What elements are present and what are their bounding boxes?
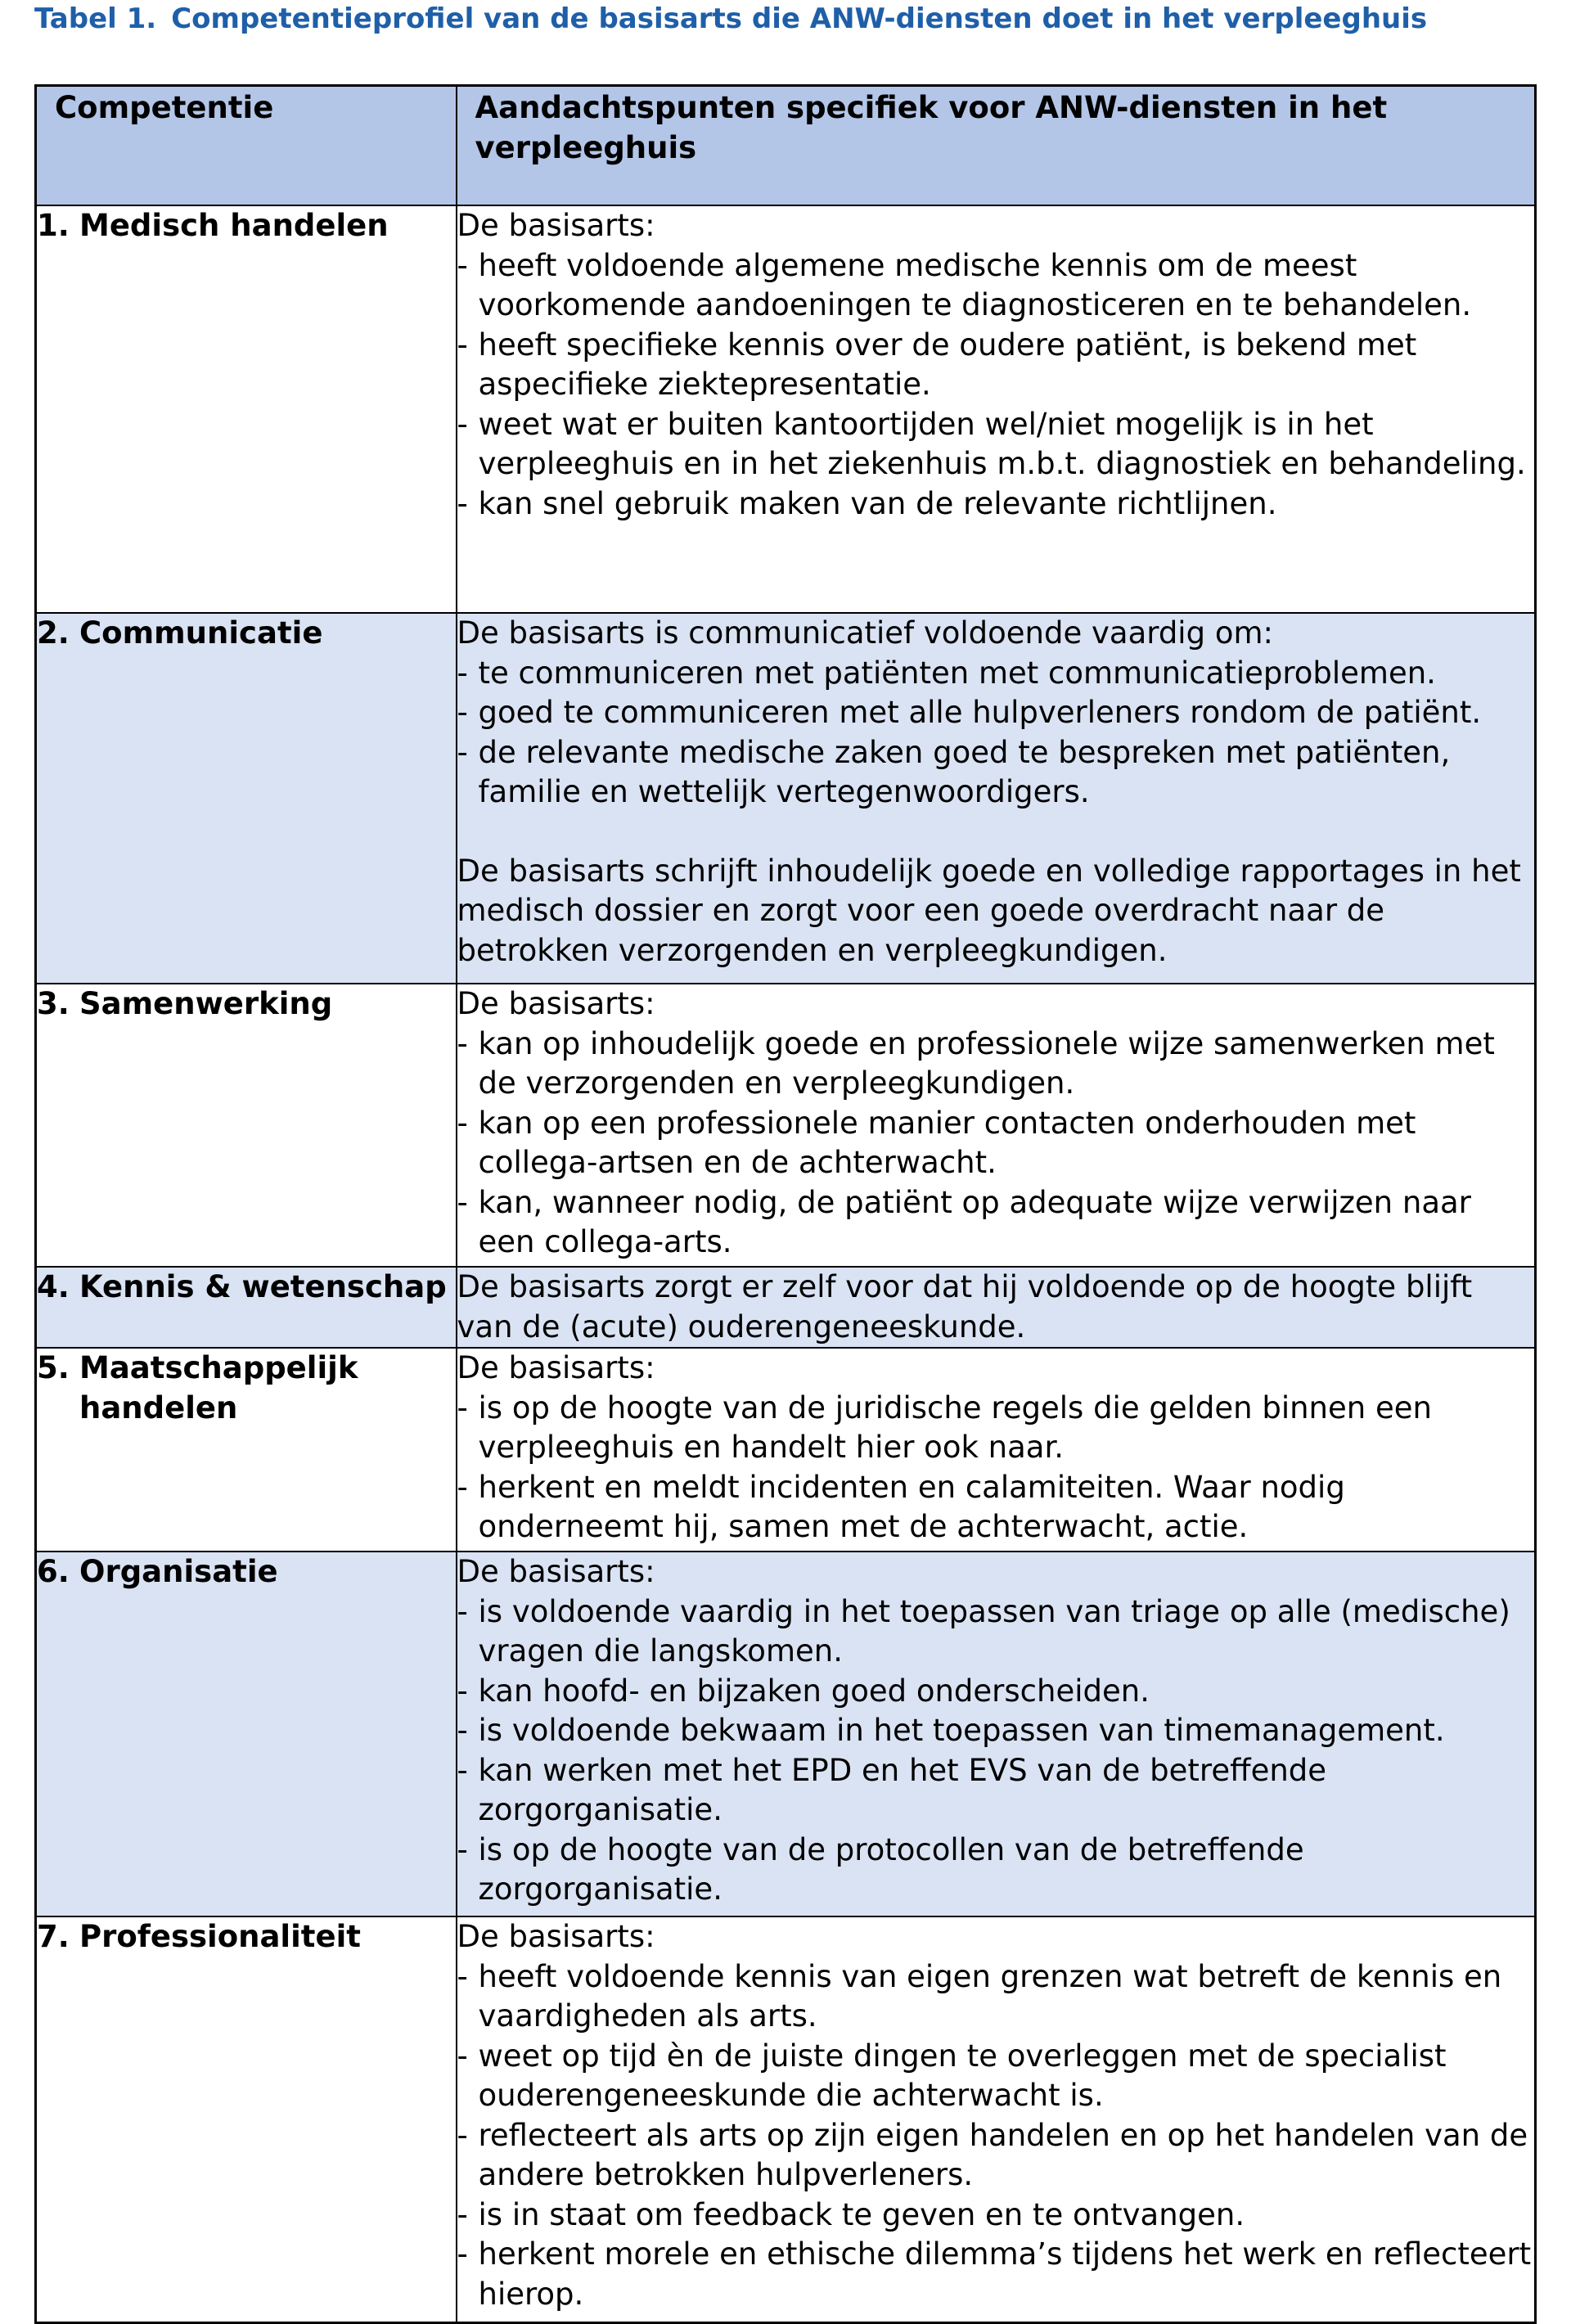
- list-item: - te communiceren met patiënten met communicatieproblemen.: [457, 654, 1535, 694]
- description-intro: De basisarts is communicatief voldoende vaardig om:: [457, 615, 1273, 651]
- list-item: - heeft voldoende kennis van eigen grenzen wat betreft de kennis en vaardigheden als arts.: [457, 1957, 1535, 2037]
- description-cell: [457, 1348, 1536, 1552]
- list-item: - goed te communiceren met alle hulpverleners rondom de patiënt.: [457, 693, 1535, 733]
- table-caption-title: Competentieprofiel van de basisarts die ANW-diensten doet in het verpleeghuis: [171, 2, 1428, 35]
- competency-number: 1.: [37, 208, 70, 243]
- competency-cell: [36, 1552, 457, 1916]
- table-row: [36, 613, 1536, 984]
- description-list: [457, 246, 1535, 525]
- list-item: - kan hoofd- en bijzaken goed onderscheiden.: [457, 1672, 1535, 1712]
- description-intro: De basisarts:: [457, 208, 655, 243]
- description-cell: [457, 1552, 1536, 1916]
- table-body: [36, 205, 1536, 2322]
- table-caption-number: Tabel 1.: [34, 2, 157, 35]
- competency-cell: [36, 205, 457, 613]
- competency-name: Medisch handelen: [79, 208, 389, 243]
- list-item: - kan, wanneer nodig, de patiënt op adequate wijze verwijzen naar een collega-arts.: [457, 1183, 1535, 1263]
- description-cell: [457, 984, 1536, 1267]
- header-competentie: Competentie: [36, 86, 457, 206]
- description-intro: De basisarts zorgt er zelf voor dat hij voldoende op de hoogte blijft van de (acute) ouderengeneeskunde.: [457, 1269, 1473, 1344]
- description-paragraph: De basisarts schrijft inhoudelijk goede en volledige rapportages in het medisch dossier en zorgt voor een goede overdracht naar de betrokken verzorgenden en verpleegkundigen.: [457, 853, 1521, 968]
- table-row: [36, 1552, 1536, 1916]
- table-row: [36, 1348, 1536, 1552]
- description-list: [457, 1389, 1535, 1547]
- description-intro: De basisarts:: [457, 1554, 655, 1589]
- description-intro: De basisarts:: [457, 1350, 655, 1385]
- competency-cell: [36, 1267, 457, 1348]
- header-aandachtspunten: Aandachtspunten specifiek voor ANW-diensten in het verpleeghuis: [457, 86, 1536, 206]
- list-item: - kan op een professionele manier contacten onderhouden met collega-artsen en de achterwacht.: [457, 1104, 1535, 1183]
- description-cell: [457, 613, 1536, 984]
- table-row: [36, 984, 1536, 1267]
- description-cell: [457, 205, 1536, 613]
- description-intro: De basisarts:: [457, 1919, 655, 1954]
- competency-table: [34, 84, 1537, 2324]
- list-item: - weet op tijd èn de juiste dingen te overleggen met de specialist ouderengeneeskunde die achterwacht is.: [457, 2037, 1535, 2116]
- list-item: - weet wat er buiten kantoortijden wel/niet mogelijk is in het verpleeghuis en in het ziekenhuis m.b.t. diagnostiek en behandeling.: [457, 405, 1535, 484]
- description-list: [457, 654, 1535, 813]
- table-row: [36, 205, 1536, 613]
- table-row: [36, 1267, 1536, 1348]
- list-item: - herkent morele en ethische dilemma’s tijdens het werk en reflecteert hierop.: [457, 2235, 1535, 2314]
- table-caption: [34, 2, 1427, 36]
- description-list: [457, 1592, 1535, 1910]
- competency-cell: [36, 613, 457, 984]
- competency-name: Samenwerking: [79, 986, 333, 1021]
- competency-cell: [36, 1916, 457, 2322]
- competency-cell: [36, 1348, 457, 1552]
- table-row: [36, 1916, 1536, 2322]
- list-item: - reflecteert als arts op zijn eigen handelen en op het handelen van de andere betrokken hulpverleners.: [457, 2116, 1535, 2196]
- list-item: - kan snel gebruik maken van de relevante richtlijnen.: [457, 484, 1535, 525]
- list-item: - is in staat om feedback te geven en te ontvangen.: [457, 2196, 1535, 2236]
- list-item: - is op de hoogte van de protocollen van de betreffende zorgorganisatie.: [457, 1831, 1535, 1910]
- list-item: - is voldoende bekwaam in het toepassen van timemanagement.: [457, 1711, 1535, 1751]
- competency-cell: [36, 984, 457, 1267]
- competency-name: Organisatie: [79, 1554, 278, 1589]
- competency-number: 6.: [37, 1554, 70, 1589]
- list-item: - de relevante medische zaken goed te bespreken met patiënten, familie en wettelijk vertegenwoordigers.: [457, 733, 1535, 813]
- list-item: - heeft voldoende algemene medische kennis om de meest voorkomende aandoeningen te diagnosticeren en te behandelen.: [457, 246, 1535, 326]
- competency-name: Communicatie: [79, 615, 323, 651]
- list-item: - heeft specifieke kennis over de oudere patiënt, is bekend met aspecifieke ziektepresentatie.: [457, 326, 1535, 405]
- table-header-row: [36, 86, 1536, 206]
- list-item: - is op de hoogte van de juridische regels die gelden binnen een verpleeghuis en handelt hier ook naar.: [457, 1389, 1535, 1468]
- list-item: - is voldoende vaardig in het toepassen van triage op alle (medische) vragen die langskomen.: [457, 1592, 1535, 1672]
- competency-number: 7.: [37, 1919, 70, 1954]
- competency-name: Kennis & wetenschap: [79, 1269, 447, 1304]
- list-item: - kan op inhoudelijk goede en professionele wijze samenwerken met de verzorgenden en verpleegkundigen.: [457, 1025, 1535, 1104]
- description-list: [457, 1957, 1535, 2315]
- competency-number: 3.: [37, 986, 70, 1021]
- competency-number: 2.: [37, 615, 70, 651]
- description-cell: [457, 1916, 1536, 2322]
- description-intro: De basisarts:: [457, 986, 655, 1021]
- list-item: - kan werken met het EPD en het EVS van de betreffende zorgorganisatie.: [457, 1751, 1535, 1831]
- competency-name: Maatschappelijk handelen: [79, 1350, 358, 1425]
- competency-number: 5.: [37, 1350, 70, 1385]
- description-cell: [457, 1267, 1536, 1348]
- competency-name: Professionaliteit: [79, 1919, 361, 1954]
- list-item: - herkent en meldt incidenten en calamiteiten. Waar nodig onderneemt hij, samen met de achterwacht, actie.: [457, 1468, 1535, 1547]
- description-list: [457, 1025, 1535, 1263]
- competency-number: 4.: [37, 1269, 70, 1304]
